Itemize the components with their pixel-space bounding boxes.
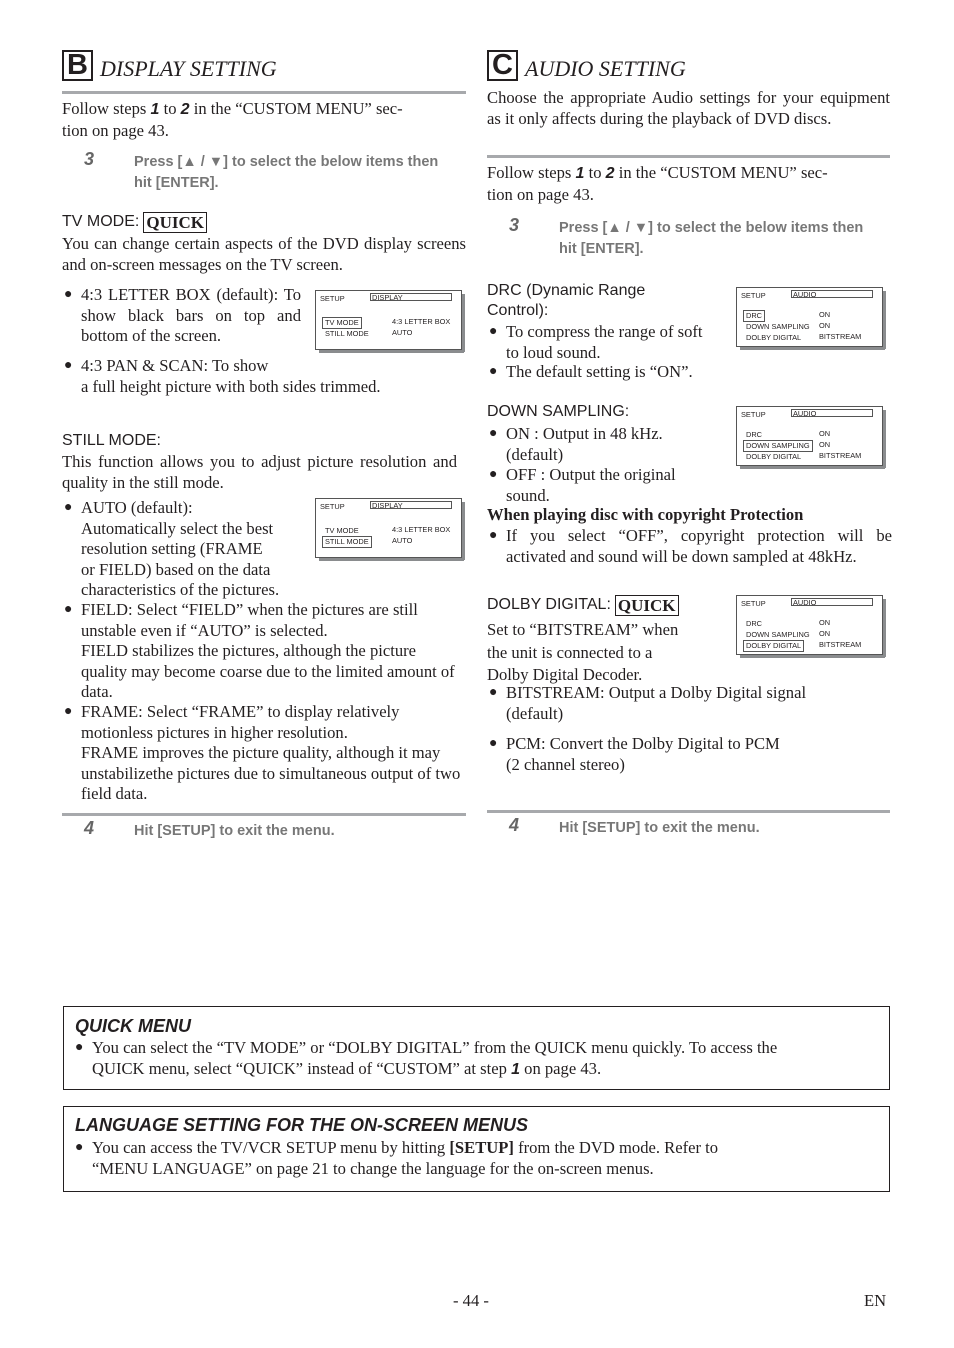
display-menu-screen-stillmode xyxy=(315,498,462,558)
bullet-text xyxy=(81,498,321,601)
menu-row-value: ON xyxy=(819,629,831,638)
menu-row xyxy=(743,310,831,320)
bullet-text xyxy=(506,734,780,775)
menu-shadow xyxy=(883,291,886,349)
bullet-text xyxy=(506,424,663,465)
audio-follow-steps xyxy=(487,163,890,205)
quick-badge: QUICK xyxy=(615,595,679,616)
bullet-text xyxy=(92,1138,718,1179)
divider xyxy=(62,813,466,816)
step-number: 4 xyxy=(84,818,95,838)
bullet-line: AUTO (default): xyxy=(81,498,193,517)
bullet-icon: ● xyxy=(489,324,498,339)
display-menu-screen-tvmode xyxy=(315,290,462,350)
menu-row xyxy=(743,629,831,639)
menu-setup-label: SETUP xyxy=(741,599,766,608)
menu-row-value: AUTO xyxy=(392,328,413,337)
audio-setting-title: AUDIO SETTING xyxy=(525,56,686,81)
menu-row xyxy=(322,536,413,546)
still-mode-label: STILL MODE: xyxy=(62,432,161,449)
section-letter-b: B xyxy=(62,50,93,81)
step-number: 1 xyxy=(150,101,160,118)
bullet-line: 4:3 PAN & SCAN: To show xyxy=(81,356,269,375)
still-mode-description: This function allows you to adjust picture resolution and quality in the still mode. xyxy=(62,452,457,492)
language-code: EN xyxy=(864,1291,887,1310)
bullet-icon: ● xyxy=(489,426,498,441)
drc-label xyxy=(487,281,645,321)
menu-tab: AUDIO xyxy=(791,598,873,606)
step-number: 2 xyxy=(180,101,190,118)
bullet-line: OFF : Output the original xyxy=(506,465,676,484)
intro-text: in the “CUSTOM MENU” sec- xyxy=(618,163,828,182)
bullet-line: characteristics of the pictures. xyxy=(81,580,280,599)
menu-row-value: ON xyxy=(819,429,831,438)
menu-row-label: DOWN SAMPLING xyxy=(746,322,810,331)
step-4-display xyxy=(84,818,464,843)
bullet-line: from the DVD mode. Refer to xyxy=(518,1138,719,1157)
bullet-line: a full height picture with both sides trimmed. xyxy=(81,376,381,396)
bullet-line: FIELD stabilizes the pictures, although the picture quality may become coarse due to the limited amount of data. xyxy=(81,641,455,701)
step-number: 3 xyxy=(509,215,520,235)
menu-row xyxy=(322,525,451,535)
drc-label-line: DRC (Dynamic Range xyxy=(487,282,646,299)
menu-shadow xyxy=(883,599,886,657)
bullet-line: (default) xyxy=(506,444,564,464)
bullet-icon: ● xyxy=(489,364,498,379)
bullet-line: FRAME improves the picture quality, although it may unstabilizethe pictures due to simultaneous output of two field data. xyxy=(81,743,461,803)
menu-tab: DISPLAY xyxy=(370,293,452,301)
bullet-text xyxy=(506,683,806,724)
intro-text: to xyxy=(588,163,602,182)
menu-row xyxy=(743,429,831,439)
intro-text: in the “CUSTOM MENU” sec- xyxy=(193,99,403,118)
menu-row-label-selected: STILL MODE xyxy=(322,536,372,548)
step-instruction xyxy=(134,152,438,194)
step-3-audio xyxy=(509,215,899,260)
bullet-line: sound. xyxy=(506,485,550,505)
menu-shadow xyxy=(462,294,465,352)
bullet-text: 4:3 LETTER BOX (default): To show black bars on top and bottom of the screen. xyxy=(81,285,301,345)
bullet-line: ON : Output in 48 kHz. xyxy=(506,424,663,443)
bullet-text: The default setting is “ON”. xyxy=(506,362,693,381)
step-number: 1 xyxy=(511,1060,520,1078)
bullet-icon: ● xyxy=(64,358,73,373)
menu-row xyxy=(743,440,831,450)
menu-row-label-selected: TV MODE xyxy=(322,317,362,329)
bullet-icon: ● xyxy=(489,685,498,700)
step-line: Press [▲ / ▼] to select the below items then xyxy=(134,154,439,170)
bullet-line: resolution setting (FRAME xyxy=(81,539,263,558)
step-instruction xyxy=(559,218,863,260)
bullet-icon: ● xyxy=(75,1040,84,1055)
menu-row xyxy=(743,332,862,342)
divider xyxy=(487,810,890,813)
intro-text: to xyxy=(163,99,177,118)
step-instruction: Hit [SETUP] to exit the menu. xyxy=(134,823,335,839)
bullet-icon: ● xyxy=(489,736,498,751)
menu-tab: AUDIO xyxy=(791,290,873,298)
bullet-icon: ● xyxy=(64,704,73,719)
bullet-icon: ● xyxy=(64,500,73,515)
menu-row-value: 4:3 LETTER BOX xyxy=(392,525,451,534)
bullet-text xyxy=(81,356,471,397)
step-3-display xyxy=(84,149,474,194)
bullet-line: PCM: Convert the Dolby Digital to PCM xyxy=(506,734,780,753)
audio-menu-screen-drc xyxy=(736,287,883,347)
quick-menu-title: QUICK MENU xyxy=(75,1016,191,1036)
intro-text: tion on page 43. xyxy=(62,120,169,140)
bullet-icon: ● xyxy=(489,528,498,543)
bullet-text xyxy=(92,1038,777,1080)
bullet-text xyxy=(506,465,676,506)
bullet-line: To compress the range of soft xyxy=(506,322,703,341)
menu-setup-label: SETUP xyxy=(741,410,766,419)
menu-row xyxy=(743,618,831,628)
step-line: hit [ENTER]. xyxy=(559,241,644,257)
bullet-line: (default) xyxy=(506,703,564,723)
bullet-line: (2 channel stereo) xyxy=(506,754,625,774)
section-letter-c: C xyxy=(487,50,518,81)
menu-shadow xyxy=(319,558,464,561)
audio-menu-screen-downsampling xyxy=(736,406,883,466)
display-intro xyxy=(62,99,466,141)
menu-row-value: BITSTREAM xyxy=(819,640,862,649)
audio-intro: Choose the appropriate Audio settings for your equipment as it only affects during the playback of DVD discs. xyxy=(487,88,890,128)
desc-line: Set to “BITSTREAM” when xyxy=(487,620,679,639)
step-number: 3 xyxy=(84,149,95,169)
menu-row xyxy=(743,451,862,461)
menu-row-value: ON xyxy=(819,618,831,627)
tv-mode-label: TV MODE: xyxy=(62,213,140,230)
bullet-line: on page 43. xyxy=(524,1058,602,1078)
menu-tab: AUDIO xyxy=(791,409,873,417)
menu-row-value: AUTO xyxy=(392,536,413,545)
bullet-line: You can select the “TV MODE” or “DOLBY DIGITAL” from the QUICK menu quickly. To access the xyxy=(92,1038,778,1057)
bullet-line: FRAME: Select “FRAME” to display relatively motionless pictures in higher resolution. xyxy=(81,702,400,742)
step-number: 1 xyxy=(575,165,585,182)
menu-row-label: DOLBY DIGITAL xyxy=(746,333,802,342)
menu-row xyxy=(322,328,413,338)
menu-row-label: DOWN SAMPLING xyxy=(746,630,810,639)
bullet-icon: ● xyxy=(75,1140,84,1155)
step-line: hit [ENTER]. xyxy=(134,175,219,191)
menu-setup-label: SETUP xyxy=(741,291,766,300)
menu-shadow xyxy=(883,410,886,468)
page-number: - 44 - xyxy=(453,1291,489,1310)
dolby-digital-description xyxy=(487,619,727,687)
intro-text: Follow steps xyxy=(487,163,572,182)
menu-shadow xyxy=(740,655,885,658)
menu-row-value: 4:3 LETTER BOX xyxy=(392,317,451,326)
tv-mode-description: You can change certain aspects of the DVD display screens and on-screen messages on the TV screen. xyxy=(62,234,466,274)
intro-text: tion on page 43. xyxy=(487,184,594,204)
step-line: Press [▲ / ▼] to select the below items then xyxy=(559,220,864,236)
menu-row xyxy=(743,321,831,331)
bullet-line: to loud sound. xyxy=(506,342,601,362)
bullet-text: If you select “OFF”, copyright protection will be activated and sound will be down sampled at 48kHz. xyxy=(506,526,892,566)
menu-row-label: DOLBY DIGITAL xyxy=(746,452,802,461)
down-sampling-label: DOWN SAMPLING: xyxy=(487,403,630,420)
audio-menu-screen-dolby xyxy=(736,595,883,655)
menu-row xyxy=(322,317,451,327)
desc-line: Dolby Digital Decoder. xyxy=(487,665,643,684)
step-4-audio xyxy=(509,815,889,840)
menu-row-value: BITSTREAM xyxy=(819,451,862,460)
intro-text: Follow steps xyxy=(62,99,147,118)
menu-setup-label: SETUP xyxy=(320,502,345,511)
bullet-line: “MENU LANGUAGE” on page 21 to change the language for the on-screen menus. xyxy=(92,1158,654,1178)
menu-row-label: DRC xyxy=(746,430,763,439)
language-setting-box xyxy=(63,1106,890,1192)
menu-row-value: BITSTREAM xyxy=(819,332,862,341)
bullet-icon: ● xyxy=(489,467,498,482)
bullet-line: You can access the TV/VCR SETUP menu by hitting xyxy=(92,1138,446,1157)
menu-tab: DISPLAY xyxy=(370,501,452,509)
divider xyxy=(487,155,890,158)
divider xyxy=(62,91,466,94)
dolby-digital-label: DOLBY DIGITAL: xyxy=(487,596,611,613)
menu-row-label-selected: DOLBY DIGITAL xyxy=(743,640,804,652)
quick-badge: QUICK xyxy=(143,212,207,233)
copyright-heading: When playing disc with copyright Protection xyxy=(487,505,804,524)
language-setting-title: LANGUAGE SETTING FOR THE ON-SCREEN MENUS xyxy=(75,1115,529,1135)
menu-row-label-selected: DRC xyxy=(743,310,765,322)
bullet-icon: ● xyxy=(64,602,73,617)
bullet-icon: ● xyxy=(64,287,73,302)
bullet-line: Automatically select the best xyxy=(81,518,274,538)
setup-key-text: [SETUP] xyxy=(449,1138,514,1157)
bullet-text xyxy=(506,322,736,363)
desc-line: the unit is connected to a xyxy=(487,642,653,662)
bullet-text xyxy=(81,600,464,703)
menu-shadow xyxy=(319,350,464,353)
dolby-digital-heading xyxy=(487,595,679,616)
step-number: 4 xyxy=(509,815,520,835)
menu-shadow xyxy=(462,502,465,560)
bullet-line: QUICK menu, select “QUICK” instead of “CUSTOM” at step xyxy=(92,1058,507,1078)
quick-menu-box xyxy=(63,1006,890,1090)
step-number: 2 xyxy=(605,165,615,182)
menu-shadow xyxy=(740,347,885,350)
bullet-text xyxy=(81,702,464,805)
menu-row-label: TV MODE xyxy=(325,526,359,535)
display-setting-title: DISPLAY SETTING xyxy=(100,56,277,81)
menu-shadow xyxy=(740,466,885,469)
menu-row-value: ON xyxy=(819,440,831,449)
menu-row-value: ON xyxy=(819,310,831,319)
bullet-line: or FIELD) based on the data xyxy=(81,559,271,579)
menu-row-label-selected: DOWN SAMPLING xyxy=(743,440,813,452)
drc-label-line: Control): xyxy=(487,302,549,319)
menu-row-value: ON xyxy=(819,321,831,330)
bullet-line: BITSTREAM: Output a Dolby Digital signal xyxy=(506,683,807,702)
tv-mode-heading xyxy=(62,212,207,233)
menu-setup-label: SETUP xyxy=(320,294,345,303)
menu-row-label: STILL MODE xyxy=(325,329,369,338)
menu-row xyxy=(743,640,862,650)
step-instruction: Hit [SETUP] to exit the menu. xyxy=(559,820,760,836)
bullet-line: FIELD: Select “FIELD” when the pictures are still unstable even if “AUTO” is selected. xyxy=(81,600,418,640)
menu-row-label: DRC xyxy=(746,619,763,628)
